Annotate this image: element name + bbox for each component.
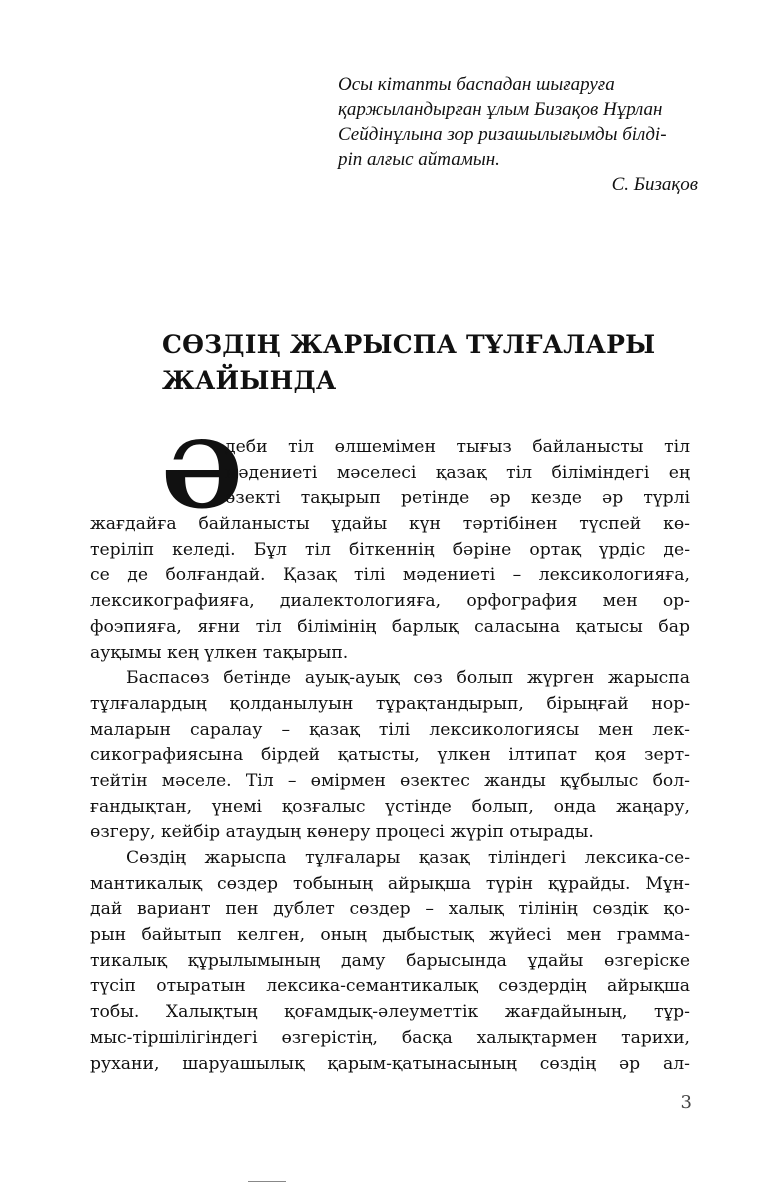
text-line: тейтін мәселе. Тіл – өмірмен өзектес жанды құбылыс бол- — [90, 770, 690, 791]
text-line: өзгеру, кейбір атаудың көнеру процесі жүріп отырады. — [90, 822, 594, 843]
chapter-title — [162, 327, 702, 399]
bottom-rule — [248, 1181, 286, 1182]
dedication-line: қаржыландырған ұлым Бизақов Нұрлан — [338, 99, 663, 120]
text-line: тикалық құрылымының даму барысында ұдайы өзгеріске — [90, 950, 690, 971]
text-line: лексикографияға, диалектологияға, орфография мен ор- — [90, 591, 690, 612]
text-line: ауқымы кең үлкен тақырып. — [90, 642, 349, 663]
drop-cap: Ә — [162, 421, 243, 529]
text-line: тұлғалардың қолданылуын тұрақтандырып, бірыңғай нор- — [90, 693, 690, 714]
page-number: 3 — [680, 1092, 692, 1113]
chapter-title-line: ЖАЙЫНДА — [162, 366, 337, 395]
text-line: сикографиясына бірдей қатысты, үлкен ілтипат қоя зерт- — [90, 745, 690, 766]
text-line: теріліп келеді. Бұл тіл біткеннің бәріне ортақ үрдіс де- — [90, 539, 690, 560]
text-line: маларын саралау – қазақ тілі лексикологиясы мен лек- — [90, 719, 690, 740]
text-line: жағдайға байланысты ұдайы күн тәртібінен түспей кө- — [90, 514, 690, 535]
text-line: Сөздің жарыспа тұлғалары қазақ тіліндегі лексика-се- — [126, 848, 690, 868]
text-line: мыс-тіршілігіндегі өзгерістің, басқа халықтармен тарихи, — [90, 1027, 690, 1048]
text-line: рын байытып келген, оның дыбыстық жүйесі мен грамма- — [90, 925, 690, 946]
text-line: мантикалық сөздер тобының айрықша түрін құрайды. Мұн- — [90, 873, 690, 894]
text-line: тобы. Халықтың қоғамдық-әлеуметтік жағдайының, тұр- — [90, 1002, 690, 1023]
dedication-signature: С. Бизақов — [611, 174, 698, 195]
text-line: түсіп отыратын лексика-семантикалық сөздердің айрықша — [90, 976, 690, 997]
text-line: өзекті тақырып ретінде әр кезде әр түрлі — [225, 488, 690, 509]
dedication-line: Сейдінұлына зор ризашылығымды білді- — [338, 124, 667, 145]
text-line: се де болғандай. Қазақ тілі мәдениеті – лексикологияға, — [90, 565, 690, 586]
text-line: мәдениеті мәселесі қазақ тіл біліміндегі ең — [225, 462, 690, 483]
dedication-line: Осы кітапты баспадан шығаруға — [338, 74, 615, 95]
text-line: дай вариант пен дублет сөздер – халық тілінің сөздік қо- — [90, 899, 690, 920]
text-line: деби тіл өлшемімен тығыз байланысты тіл — [225, 437, 690, 457]
text-line: фоэпияға, яғни тіл білімінің барлық саласына қатысы бар — [90, 616, 690, 637]
text-line: рухани, шаруашылық қарым-қатынасының сөздің әр ал- — [90, 1053, 690, 1074]
chapter-title-line: СӨЗДІҢ ЖАРЫСПА ТҰЛҒАЛАРЫ — [162, 330, 656, 359]
text-line: Баспасөз бетінде ауық-ауық сөз болып жүрген жарыспа — [126, 668, 690, 689]
dedication-line: ріп алғыс айтамын. — [338, 149, 500, 170]
body-text — [90, 421, 690, 1077]
dedication-block — [338, 72, 708, 197]
text-line: ғандықтан, үнемі қозғалыс үстінде болып, онда жаңару, — [90, 796, 690, 817]
